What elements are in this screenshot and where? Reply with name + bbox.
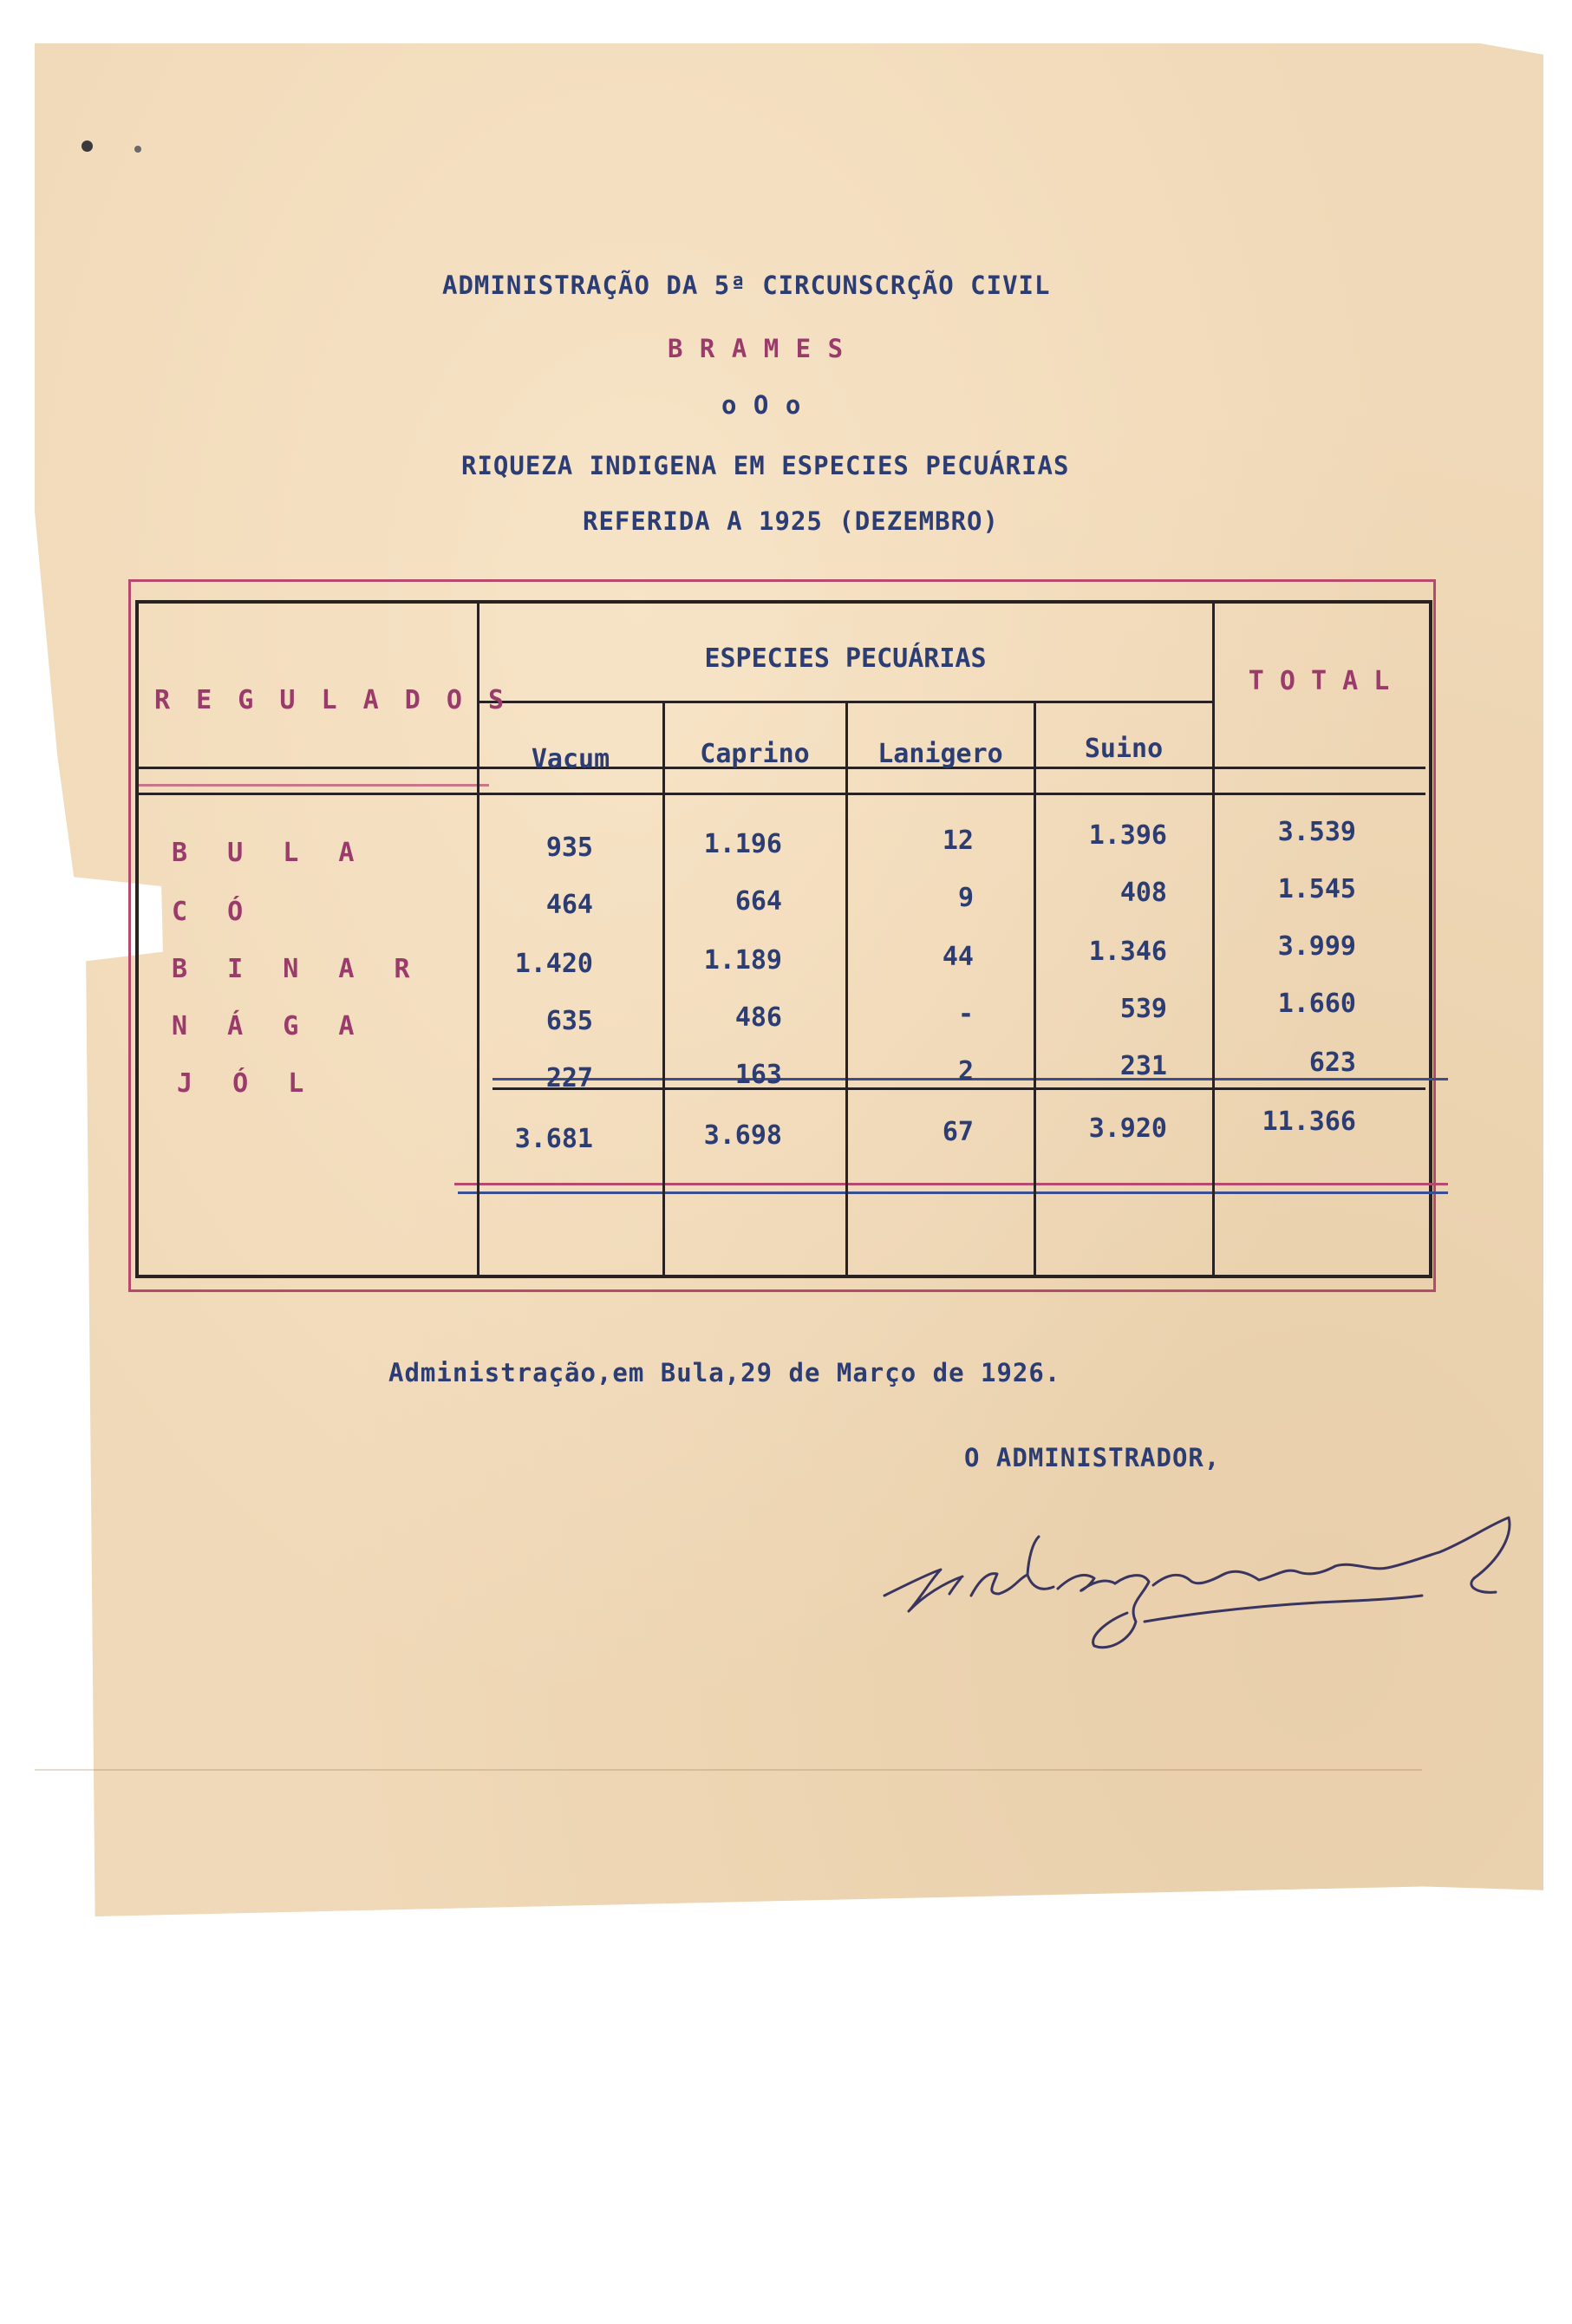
column-total: 3.698 [703,1120,782,1151]
table-cell: 2 [957,1056,974,1087]
table-row-regulado: B I N A R [172,954,422,984]
column-total: 67 [942,1117,974,1147]
table-cell-total: 1.545 [1277,874,1356,904]
table-cell: 486 [734,1002,782,1033]
total-blue-rule [458,1191,1448,1194]
column-heading-vacum: Vacum [531,744,610,774]
table-cell: 231 [1119,1051,1167,1081]
table-cell: 935 [545,832,593,863]
table-cell: 539 [1119,994,1167,1024]
administration-heading: ADMINISTRAÇÃO DA 5ª CIRCUNSCRÇÃO CIVIL [442,271,1051,300]
table-cell: 227 [545,1063,593,1093]
column-heading-suino: Suino [1084,734,1164,764]
column-total: 3.681 [514,1124,593,1154]
grand-total: 11.366 [1262,1107,1356,1137]
table-cell: 1.346 [1088,937,1167,967]
subtotal-rule [492,1087,1425,1090]
document-subtitle: REFERIDA A 1925 (DEZEMBRO) [583,506,999,536]
regulados-heading: R E G U L A D O S [154,685,510,715]
total-red-rule [454,1183,1448,1185]
place-and-date: Administração,em Bula,29 de Março de 1926. [388,1358,1061,1387]
table-cell: 1.420 [514,949,593,979]
body-top-rule [139,793,1425,795]
table-cell: 44 [942,942,974,972]
brames-heading: B R A M E S [668,334,845,363]
total-heading: T O T A L [1248,666,1390,696]
table-cell: - [957,999,974,1029]
table-cell: 1.189 [703,945,782,976]
table-cell-total: 3.999 [1277,931,1356,962]
paper-fold [35,1769,1422,1771]
punch-hole [82,140,93,152]
column-heading-lanigero: Lanigero [877,739,1003,769]
table-cell: 1.396 [1088,820,1167,851]
table-row-regulado: N Á G A [172,1011,367,1041]
column-total: 3.920 [1088,1113,1167,1144]
caprino-column-rule [845,701,848,1275]
table-row-regulado: B U L A [172,838,367,868]
table-cell: 1.196 [703,829,782,859]
table-cell-total: 1.660 [1277,989,1356,1019]
ornament: o O o [721,390,802,420]
column-heading-caprino: Caprino [700,739,810,769]
lanigero-column-rule [1034,701,1036,1275]
table-cell: 408 [1119,878,1167,908]
table-cell: 635 [545,1006,593,1036]
especies-pecuarias-heading: ESPECIES PECUÁRIAS [704,643,987,674]
table-cell: 163 [734,1060,782,1090]
table-cell-total: 3.539 [1277,817,1356,847]
vacum-column-rule [662,701,665,1275]
signatory-title: O ADMINISTRADOR, [964,1443,1221,1472]
table-cell-total: 623 [1308,1048,1356,1078]
table-cell: 464 [545,890,593,920]
table-row-regulado: J Ó L [177,1068,316,1099]
table-cell: 12 [942,826,974,856]
table-cell: 664 [734,886,782,917]
signature [867,1492,1526,1665]
table-cell: 9 [957,883,974,913]
header-red-rule [139,784,489,787]
punch-hole [134,146,141,153]
document-title: RIQUEZA INDIGENA EM ESPECIES PECUÁRIAS [461,451,1070,480]
table-row-regulado: C Ó [172,897,256,927]
